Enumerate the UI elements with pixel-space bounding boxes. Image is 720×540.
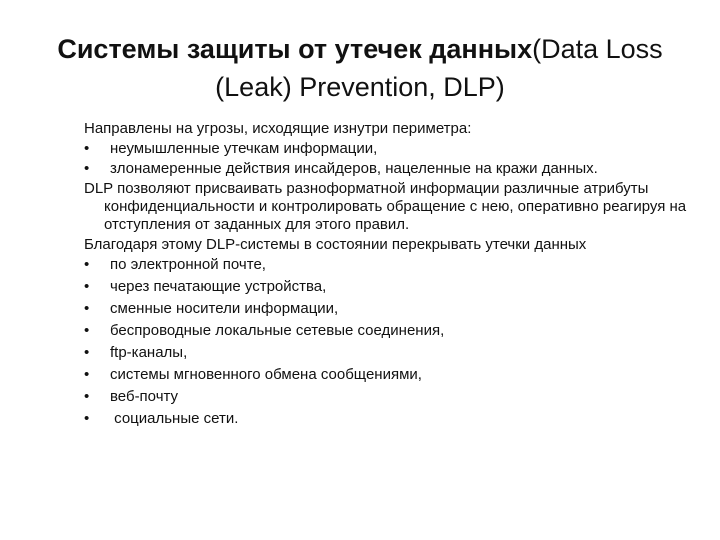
channel-item [84, 410, 704, 428]
threat-text: неумышленные утечкам информации, [110, 140, 378, 157]
threat-item [84, 140, 704, 158]
channel-text: социальные сети. [110, 410, 239, 427]
channel-text: через печатающие устройства, [110, 278, 327, 295]
channel-text: ftp-каналы, [110, 344, 188, 361]
channel-item [84, 366, 704, 384]
threat-text: злонамеренные действия инсайдеров, нацеленные на кражи данных. [110, 160, 598, 177]
bullet-icon: • [84, 366, 90, 383]
channel-text: беспроводные локальные сетевые соединения, [110, 322, 445, 339]
bullet-icon: • [84, 300, 90, 317]
channel-item [84, 278, 704, 296]
bullet-icon: • [84, 322, 90, 339]
bullet-icon: • [84, 410, 90, 427]
slide-title [36, 30, 684, 106]
slide-title-subtitle: (Data Loss (Leak) Prevention, DLP) [215, 34, 663, 102]
bullet-icon: • [84, 256, 90, 273]
slide-body [84, 120, 704, 432]
channel-item [84, 300, 704, 318]
channels-list [84, 256, 704, 428]
channel-text: веб-почту [110, 388, 179, 405]
channel-text: сменные носители информации, [110, 300, 339, 317]
channel-item [84, 344, 704, 362]
slide-title-main: Системы защиты от утечек данных [57, 34, 533, 64]
bullet-icon: • [84, 278, 90, 295]
bullet-icon: • [84, 344, 90, 361]
channel-text: по электронной почте, [110, 256, 266, 273]
dlp-paragraph: DLP позволяют присваивать разноформатной информации различные атрибуты конфиденциальности и контролировать обращение с нею, оперативно реагируя на отступления от заданных для этого правил. [84, 180, 687, 233]
channels-intro: Благодаря этому DLP-системы в состоянии перекрывать утечки данных [84, 236, 587, 253]
channel-item [84, 322, 704, 340]
bullet-icon: • [84, 160, 90, 177]
channel-text: системы мгновенного обмена сообщениями, [110, 366, 422, 383]
intro-paragraph: Направлены на угрозы, исходящие изнутри периметра: [84, 120, 472, 137]
channel-item [84, 388, 704, 406]
threat-item [84, 160, 704, 178]
bullet-icon: • [84, 388, 90, 405]
bullet-icon: • [84, 140, 90, 157]
channel-item [84, 256, 704, 274]
